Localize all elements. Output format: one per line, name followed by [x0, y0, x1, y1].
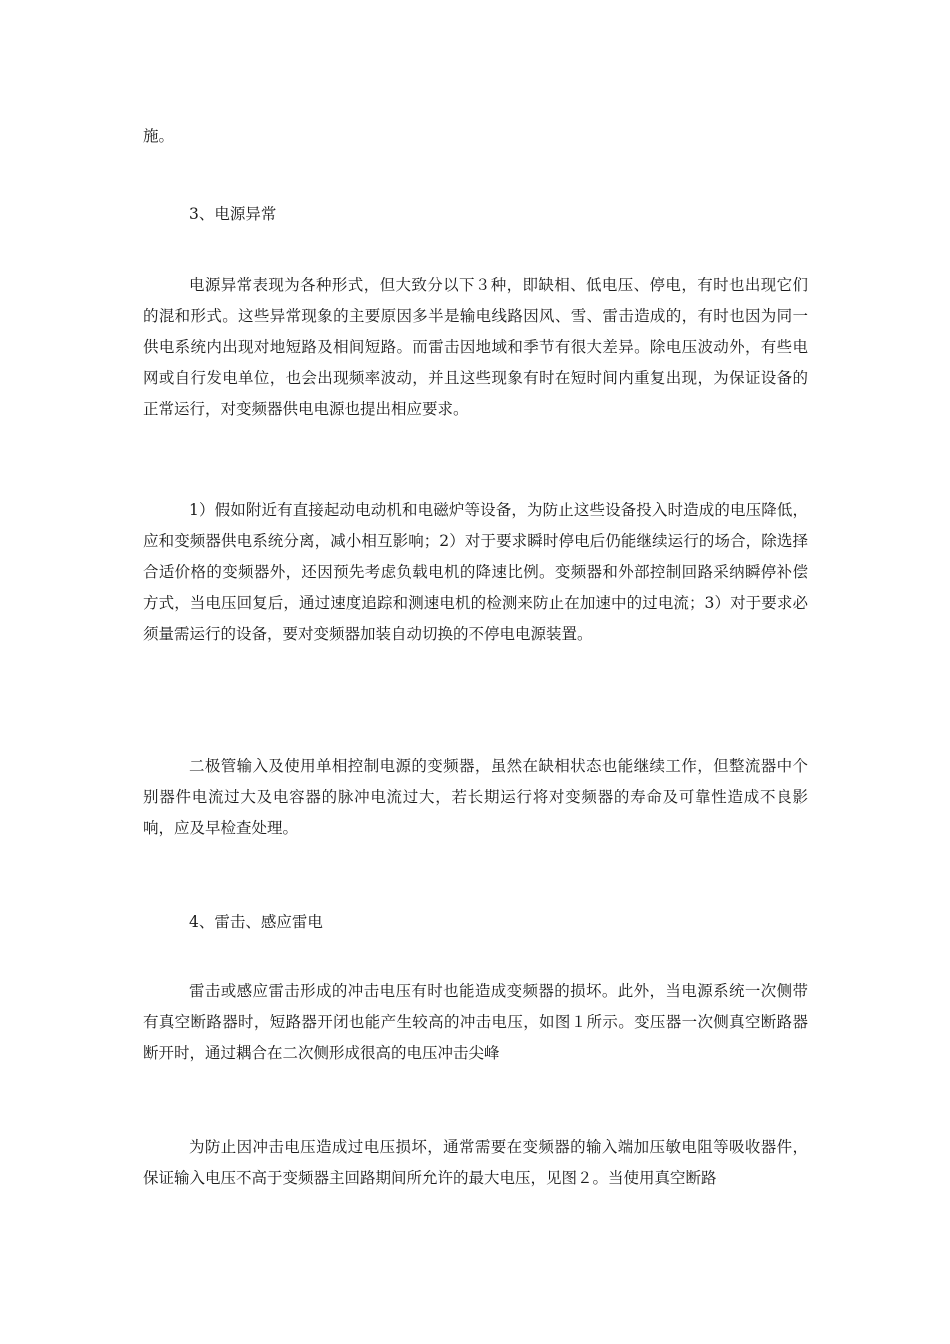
- section-heading-4: 4、雷击、感应雷电: [189, 913, 323, 931]
- paragraph-lightning: 雷击或感应雷击形成的冲击电压有时也能造成变频器的损坏。此外，当电源系统一次侧带有真空断路器时，短路器开闭也能产生较高的冲击电压，如图１所示。变压器一次侧真空断路器断开时，通过耦合在二次侧形成很高的电压冲击尖峰: [143, 982, 808, 1062]
- section-heading-3: 3、电源异常: [189, 205, 277, 223]
- paragraph-continuation: 施。: [143, 127, 175, 145]
- paragraph-diode-input: 二极管输入及使用单相控制电源的变频器，虽然在缺相状态也能继续工作，但整流器中个别器件电流过大及电容器的脉冲电流过大，若长期运行将对变频器的寿命及可靠性造成不良影响，应及早检查处理。: [143, 757, 808, 837]
- paragraph-countermeasures: 1）假如附近有直接起动电动机和电磁炉等设备，为防止这些设备投入时造成的电压降低，应和变频器供电系统分离，减小相互影响；2）对于要求瞬时停电后仍能继续运行的场合，除选择合适价格的变频器外，还因预先考虑负载电机的降速比例。变频器和外部控制回路采纳瞬停补偿方式，当电压回复后，通过速度追踪和测速电机的检测来防止在加速中的过电流；3）对于要求必须量需运行的设备，要对变频器加装自动切换的不停电电源装置。: [143, 501, 808, 643]
- paragraph-surge-protection: 为防止因冲击电压造成过电压损坏，通常需要在变频器的输入端加压敏电阻等吸收器件，保证输入电压不高于变频器主回路期间所允许的最大电压，见图２。当使用真空断路: [143, 1138, 808, 1187]
- paragraph-power-anomaly: 电源异常表现为各种形式，但大致分以下３种，即缺相、低电压、停电，有时也出现它们的混和形式。这些异常现象的主要原因多半是输电线路因风、雪、雷击造成的，有时也因为同一供电系统内出现对地短路及相间短路。而雷击因地域和季节有很大差异。除电压波动外，有些电网或自行发电单位，也会出现频率波动，并且这些现象有时在短时间内重复出现，为保证设备的正常运行，对变频器供电电源也提出相应要求。: [143, 276, 808, 418]
